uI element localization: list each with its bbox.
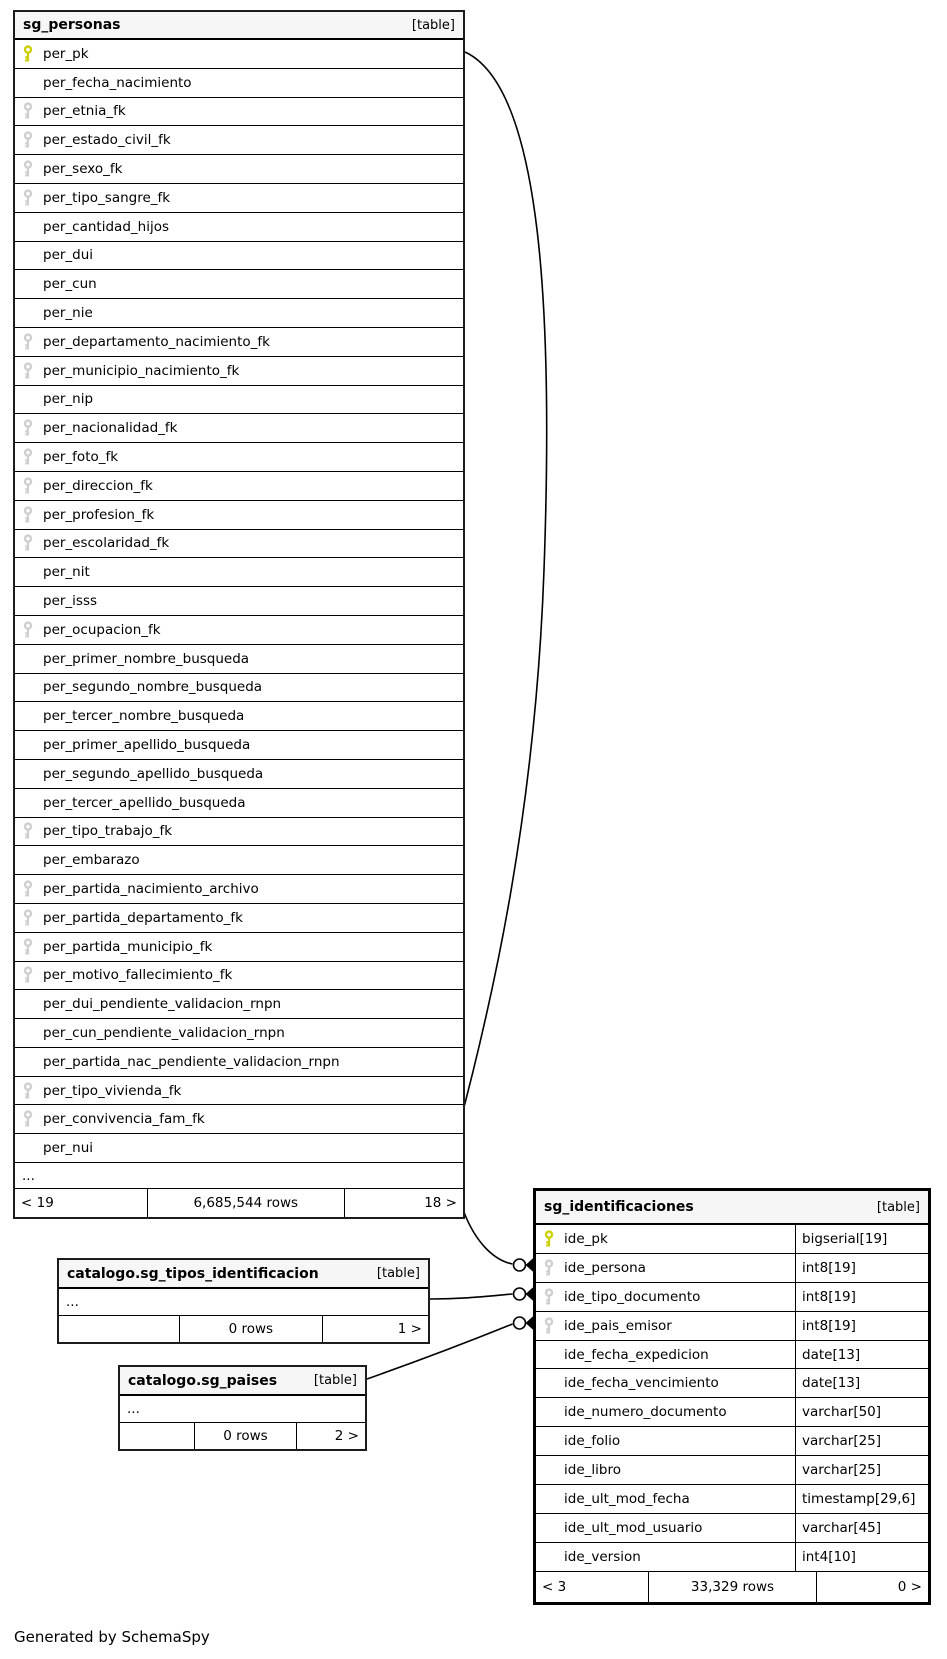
table-column-row[interactable] [15, 270, 463, 299]
column-name: per_partida_departamento_fk [43, 909, 243, 926]
column-name: per_embarazo [43, 852, 140, 869]
column-name: per_etnia_fk [43, 103, 126, 120]
primary-key-icon [22, 45, 35, 63]
table-column-row[interactable] [15, 98, 463, 127]
foreign-key-icon [22, 102, 35, 120]
foreign-key-icon [22, 909, 35, 927]
column-name: ide_folio [564, 1433, 621, 1450]
table-column-row[interactable] [15, 530, 463, 559]
foreign-key-icon [22, 333, 35, 351]
table-column-row[interactable] [15, 242, 463, 271]
table-header [59, 1260, 428, 1289]
table-column-row[interactable] [536, 1341, 928, 1370]
table-column-row[interactable] [15, 558, 463, 587]
table-column-row[interactable] [15, 184, 463, 213]
column-name: per_nie [43, 305, 93, 322]
more-columns-ellipsis: ... [120, 1396, 365, 1423]
table-title[interactable]: catalogo.sg_paises [128, 1372, 278, 1389]
column-type: int8[19] [795, 1312, 928, 1340]
more-columns-ellipsis: ... [15, 1163, 463, 1189]
table-column-row[interactable] [15, 443, 463, 472]
table-header [120, 1367, 365, 1396]
foreign-key-icon [22, 131, 35, 149]
column-name: per_tipo_sangre_fk [43, 189, 171, 206]
column-name: per_isss [43, 593, 98, 610]
foreign-key-icon [22, 1082, 35, 1100]
footer-outgoing-count: 1 > [322, 1316, 428, 1342]
primary-key-icon [543, 1230, 556, 1248]
table-column-row[interactable] [15, 299, 463, 328]
table-column-row[interactable] [536, 1398, 928, 1427]
table-column-row[interactable] [536, 1543, 928, 1572]
table-column-row[interactable] [15, 357, 463, 386]
column-type: int8[19] [795, 1254, 928, 1282]
column-type: date[13] [795, 1369, 928, 1397]
table-column-row[interactable] [15, 1019, 463, 1048]
column-name: per_foto_fk [43, 449, 119, 466]
foreign-key-icon [543, 1288, 556, 1306]
column-name: per_motivo_fallecimiento_fk [43, 967, 233, 984]
table-column-row[interactable] [15, 760, 463, 789]
table-column-row[interactable] [536, 1427, 928, 1456]
column-name: per_escolaridad_fk [43, 535, 170, 552]
footer-row-count: 0 rows [179, 1316, 323, 1342]
column-name: per_segundo_apellido_busqueda [43, 765, 264, 782]
table-column-row[interactable] [15, 501, 463, 530]
table-header [536, 1191, 928, 1225]
column-name: ide_fecha_expedicion [564, 1346, 709, 1363]
table-column-row[interactable] [536, 1312, 928, 1341]
table-column-row[interactable] [15, 155, 463, 184]
table-column-row[interactable] [536, 1514, 928, 1543]
footer-incoming-count [120, 1423, 194, 1449]
table-column-row[interactable] [15, 645, 463, 674]
column-name: per_fecha_nacimiento [43, 74, 192, 91]
column-name: ide_ult_mod_fecha [564, 1490, 690, 1507]
column-name: ide_persona [564, 1259, 646, 1276]
column-name: ide_tipo_documento [564, 1288, 701, 1305]
column-type: int4[10] [795, 1543, 928, 1571]
column-name: per_sexo_fk [43, 161, 123, 178]
table-column-row[interactable] [15, 674, 463, 703]
column-name: ide_libro [564, 1462, 621, 1479]
table-column-row[interactable] [15, 933, 463, 962]
column-name: per_nit [43, 564, 90, 581]
column-name: ide_fecha_vencimiento [564, 1375, 719, 1392]
table-column-row[interactable] [15, 126, 463, 155]
column-name: per_convivencia_fam_fk [43, 1111, 205, 1128]
relationship-tipos-identificacion-to-ide-tipo-documento [430, 1294, 513, 1299]
foreign-key-icon [22, 621, 35, 639]
table-column-row[interactable] [536, 1225, 928, 1254]
table-column-row[interactable] [536, 1369, 928, 1398]
column-name: per_nacionalidad_fk [43, 420, 178, 437]
footer-incoming-count: < 19 [21, 1195, 54, 1212]
table-title[interactable]: sg_personas [23, 17, 121, 33]
table-column-row[interactable] [15, 731, 463, 760]
column-name: per_departamento_nacimiento_fk [43, 333, 270, 350]
column-name: per_partida_nac_pendiente_validacion_rnpn [43, 1053, 340, 1070]
table-sg-personas [13, 10, 465, 1219]
cardinality-endpoint-ide-pais-emisor [514, 1315, 536, 1332]
table-column-row[interactable] [15, 616, 463, 645]
table-column-row[interactable] [15, 1105, 463, 1134]
relationship-per-pk-to-ide-persona [454, 52, 546, 1264]
table-column-row[interactable] [15, 587, 463, 616]
footer-row-count: 6,685,544 rows [147, 1189, 344, 1217]
column-name: ide_ult_mod_usuario [564, 1519, 703, 1536]
footer-row-count: 33,329 rows [648, 1572, 817, 1602]
column-name: per_nip [43, 391, 94, 408]
column-name: per_nui [43, 1140, 94, 1157]
column-name: per_dui_pendiente_validacion_rnpn [43, 996, 282, 1013]
table-type-badge: [table] [876, 1199, 920, 1215]
foreign-key-icon [22, 822, 35, 840]
table-footer [59, 1316, 428, 1342]
column-name: per_profesion_fk [43, 506, 155, 523]
table-type-badge: [table] [411, 17, 455, 33]
table-column-row[interactable] [15, 414, 463, 443]
column-name: per_municipio_nacimiento_fk [43, 362, 240, 379]
column-type: timestamp[29,6] [795, 1485, 928, 1513]
column-name: per_tipo_trabajo_fk [43, 823, 173, 840]
column-name: per_tercer_apellido_busqueda [43, 794, 246, 811]
column-name: per_direccion_fk [43, 477, 153, 494]
column-name: per_tipo_vivienda_fk [43, 1082, 182, 1099]
column-type: int8[19] [795, 1283, 928, 1311]
table-column-row[interactable] [15, 846, 463, 875]
foreign-key-icon [22, 1110, 35, 1128]
column-name: per_pk [43, 45, 89, 62]
foreign-key-icon [22, 534, 35, 552]
footer-incoming-count [59, 1316, 179, 1342]
table-column-row[interactable] [536, 1283, 928, 1312]
table-type-badge: [table] [376, 1266, 420, 1281]
footer-incoming-count: < 3 [542, 1578, 567, 1595]
table-column-row[interactable] [536, 1456, 928, 1485]
foreign-key-icon [22, 419, 35, 437]
table-column-row[interactable] [15, 213, 463, 242]
table-title[interactable]: catalogo.sg_tipos_identificacion [67, 1265, 319, 1282]
table-column-row[interactable] [15, 990, 463, 1019]
more-columns-ellipsis: ... [59, 1289, 428, 1316]
table-sg-paises [118, 1365, 367, 1451]
column-name: ide_numero_documento [564, 1404, 727, 1421]
column-name: per_ocupacion_fk [43, 621, 161, 638]
column-name: per_dui [43, 247, 94, 264]
column-name: per_cun_pendiente_validacion_rnpn [43, 1024, 285, 1041]
table-column-row[interactable] [15, 904, 463, 933]
table-column-row[interactable] [15, 702, 463, 731]
column-name: per_cantidad_hijos [43, 218, 169, 235]
table-type-badge: [table] [313, 1373, 357, 1388]
column-type: varchar[25] [795, 1456, 928, 1484]
column-type: varchar[50] [795, 1398, 928, 1426]
column-list [15, 40, 463, 1163]
footer-outgoing-count: 18 > [344, 1189, 463, 1217]
column-name: ide_pais_emisor [564, 1317, 672, 1334]
table-column-row[interactable] [15, 1077, 463, 1106]
column-name: per_partida_nacimiento_archivo [43, 881, 259, 897]
column-name: ide_version [564, 1548, 641, 1565]
table-column-row[interactable] [15, 386, 463, 415]
generated-by-note: Generated by SchemaSpy [14, 1628, 210, 1646]
column-name: ide_pk [564, 1230, 608, 1247]
table-footer [15, 1189, 463, 1217]
table-header [15, 12, 463, 40]
table-footer [536, 1572, 928, 1602]
table-column-row[interactable] [536, 1485, 928, 1514]
column-type: date[13] [795, 1341, 928, 1369]
table-column-row[interactable] [15, 875, 463, 904]
table-column-row[interactable] [15, 818, 463, 847]
table-column-row[interactable] [15, 328, 463, 357]
cardinality-endpoint-ide-tipo-documento [514, 1286, 536, 1303]
column-type: varchar[25] [795, 1427, 928, 1455]
column-type: varchar[45] [795, 1514, 928, 1542]
column-name: per_tercer_nombre_busqueda [43, 708, 245, 725]
foreign-key-icon [22, 506, 35, 524]
column-list [536, 1225, 928, 1572]
table-column-row[interactable] [15, 472, 463, 501]
column-name: per_segundo_nombre_busqueda [43, 679, 263, 696]
column-name: per_partida_municipio_fk [43, 938, 213, 955]
table-column-row[interactable] [15, 40, 463, 69]
foreign-key-icon [22, 160, 35, 178]
foreign-key-icon [22, 362, 35, 380]
table-column-row[interactable] [536, 1254, 928, 1283]
table-sg-identificaciones [533, 1188, 931, 1605]
column-name: per_estado_civil_fk [43, 132, 171, 149]
footer-outgoing-count: 2 > [296, 1423, 365, 1449]
column-name: per_primer_apellido_busqueda [43, 737, 251, 754]
foreign-key-icon [543, 1317, 556, 1335]
table-column-row[interactable] [15, 789, 463, 818]
foreign-key-icon [22, 189, 35, 207]
table-column-row[interactable] [15, 1134, 463, 1163]
foreign-key-icon [22, 938, 35, 956]
foreign-key-icon [22, 966, 35, 984]
table-title[interactable]: sg_identificaciones [544, 1199, 694, 1215]
table-column-row[interactable] [15, 1048, 463, 1077]
table-footer [120, 1423, 365, 1449]
footer-row-count: 0 rows [194, 1423, 297, 1449]
table-column-row[interactable] [15, 69, 463, 98]
column-name: per_cun [43, 276, 97, 293]
foreign-key-icon [22, 448, 35, 466]
table-sg-tipos-identificacion [57, 1258, 430, 1344]
table-column-row[interactable] [15, 962, 463, 991]
column-name: per_primer_nombre_busqueda [43, 650, 250, 667]
column-type: bigserial[19] [795, 1225, 928, 1253]
cardinality-endpoint-ide-persona [514, 1257, 536, 1274]
foreign-key-icon [22, 477, 35, 495]
foreign-key-icon [22, 880, 35, 898]
footer-outgoing-count: 0 > [816, 1572, 928, 1602]
foreign-key-icon [543, 1259, 556, 1277]
